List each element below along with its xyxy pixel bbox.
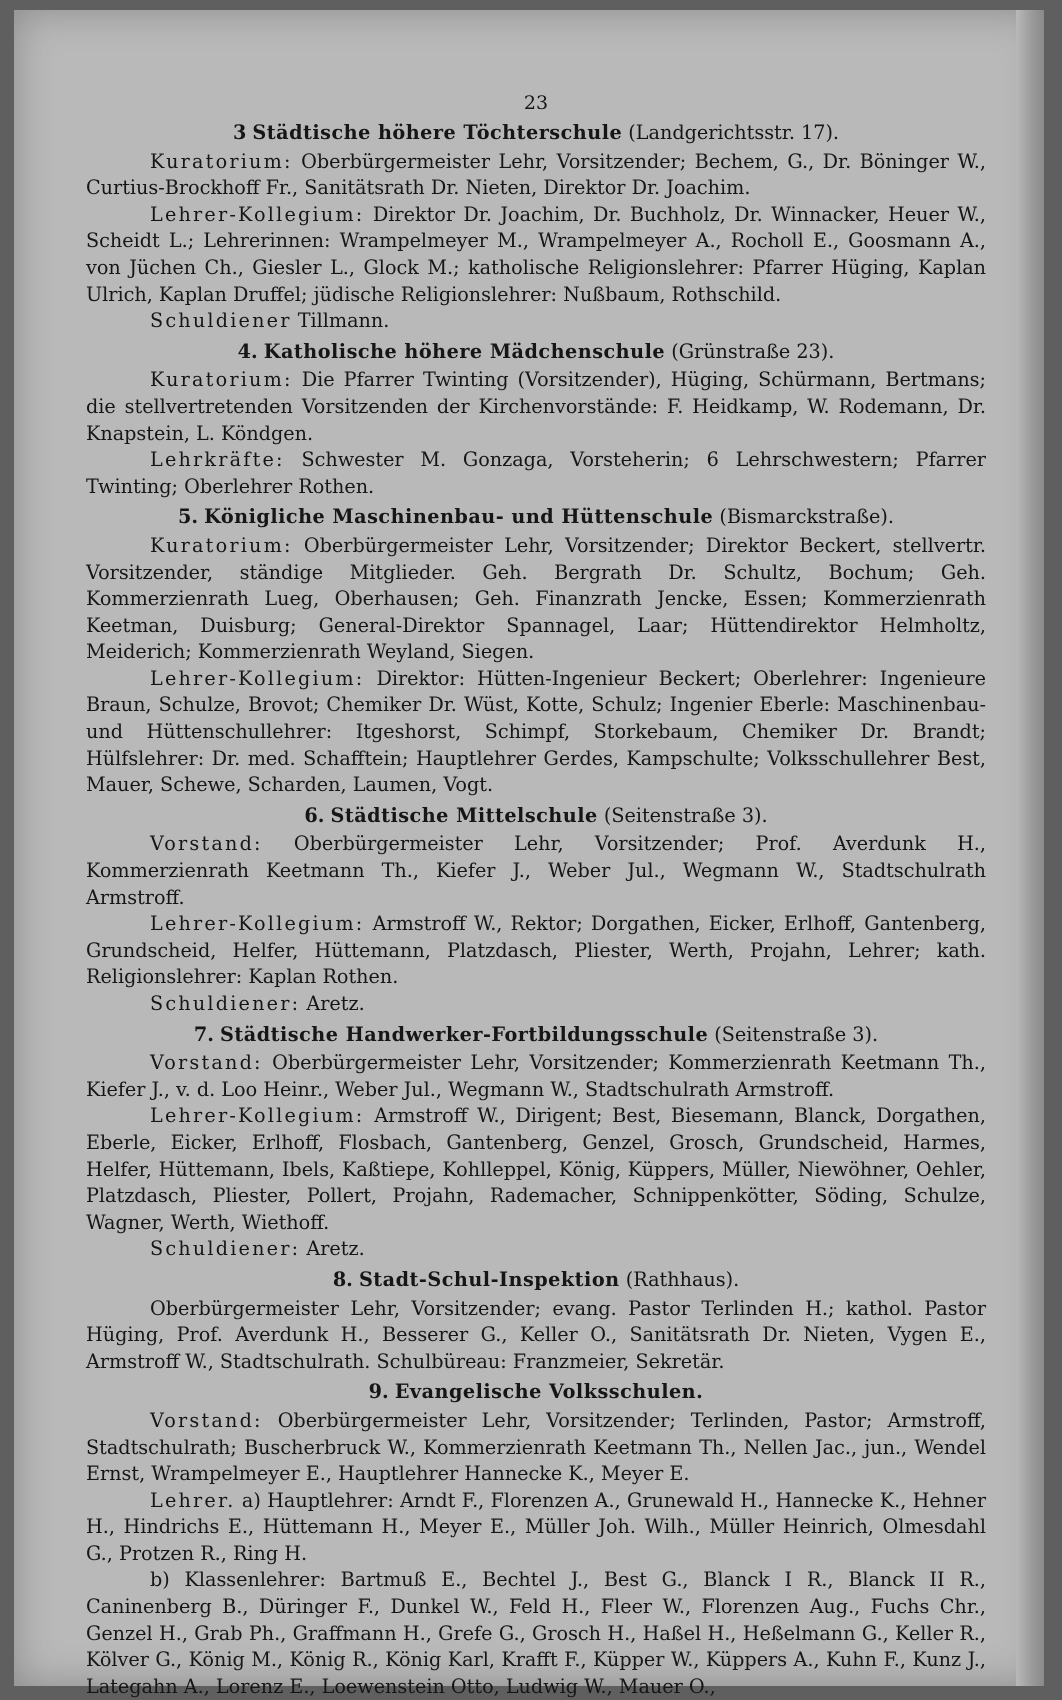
paragraph — [86, 308, 986, 335]
section-address: (Seitenstraße 3). — [714, 1022, 879, 1046]
paragraph-text: Oberbürgermeister Lehr, Vorsitzender; Bechem, G., Dr. Böninger W., Curtius-Brockhoff Fr., Sanitätsrath Dr. Nieten, Direktor Dr. Joachim. — [86, 149, 986, 200]
section-number: 9. — [368, 1380, 389, 1404]
section-title: Königliche Maschinenbau- und Hüttenschule — [204, 505, 714, 529]
book-page — [14, 10, 1044, 1698]
section-6-heading — [86, 803, 986, 830]
section-number: 5. — [177, 505, 198, 529]
section-address: (Seitenstraße 3). — [603, 803, 768, 827]
paragraph-label: Schuldiener — [150, 309, 292, 333]
paragraph-label: Vorstand: — [150, 832, 263, 856]
paragraph — [86, 149, 986, 202]
section-number: 8. — [332, 1267, 353, 1291]
paragraph-text: Oberbürgermeister Lehr, Vorsitzender; Terlinden, Pastor; Armstroff, Stadtschulrath; Buscherbruck W., Kommerzienrath Keetmann Th., Nellen Jac., jun., Wendel Ernst, Wrampelmeyer E., Hauptlehrer Hannecke K., Meyer E. — [86, 1408, 986, 1486]
paragraph-label: Lehrkräfte: — [150, 448, 285, 472]
section-title: Stadt-Schul-Inspektion — [358, 1267, 620, 1291]
paragraph — [86, 1236, 986, 1263]
section-address: (Rathhaus). — [625, 1267, 740, 1291]
paragraph — [86, 1296, 986, 1376]
paragraph-text: Oberbürgermeister Lehr, Vorsitzender; Direktor Beckert, stellvertr. Vorsitzender, ständige Mitglieder. Geh. Bergrath Dr. Schultz, Bochum; Geh. Kommerzienrath Lueg, Oberhausen; Geh. Finanzrath Jencke, Essen; Kommerzienrath Keetman, Duisburg; General-Direktor Spannagel, Laar; Hüttendirektor Helmholtz, Meiderich; Kommerzienrath Weyland, Siegen. — [86, 533, 986, 664]
paragraph-label: Schuldiener: — [150, 992, 301, 1015]
section-number: 7. — [193, 1022, 214, 1046]
section-9-heading — [86, 1379, 986, 1406]
paragraph-text: Aretz. — [306, 1237, 365, 1261]
paragraph — [86, 367, 986, 447]
paragraph-text: Oberbürgermeister Lehr, Vorsitzender; evang. Pastor Terlinden H.; kathol. Pastor Hüging, Prof. Averdunk H., Besserer G., Keller O., Sanitätsrath Dr. Nieten, Vygen E., Armstroff W., Stadtschulrath. Schulbüreau: Franzmeier, Sekretär. — [86, 1296, 986, 1373]
paragraph-label: Lehrer-Kollegium: — [150, 666, 365, 690]
paragraph-label: Lehrer-Kollegium: — [150, 202, 365, 226]
paragraph — [86, 1567, 986, 1700]
paragraph-text: Die Pfarrer Twinting (Vorsitzender), Hüging, Schürmann, Bertmans; die stellvertretenden Vorsitzenden der Kirchenvorstände: F. Heidkamp, W. Rodemann, Dr. Knapstein, L. Köndgen. — [86, 368, 986, 445]
paragraph-text: Tillmann. — [297, 309, 390, 333]
paragraph-label: Kuratorium: — [150, 368, 293, 392]
section-8-heading — [86, 1267, 986, 1294]
paragraph-text: Oberbürgermeister Lehr, Vorsitzender; Prof. Averdunk H., Kommerzienrath Keetmann Th., Kiefer J., Weber Jul., Wegmann W., Stadtschulrath Armstroff. — [86, 832, 986, 909]
section-title: Städtische höhere Töchterschule — [252, 121, 623, 144]
section-number: 6. — [304, 803, 325, 827]
paragraph — [86, 202, 986, 308]
paragraph — [86, 1050, 986, 1103]
paragraph-label: Lehrer-Kollegium: — [150, 912, 365, 936]
paragraph — [86, 666, 986, 799]
paragraph — [86, 1408, 986, 1488]
paragraph-text: Armstroff W., Rektor; Dorgathen, Eicker, Erlhoff, Gantenberg, Grundscheid, Helfer, Hüttemann, Platzdasch, Pliester, Werth, Projahn, Lehrer; kath. Religionslehrer: Kaplan Rothen. — [86, 912, 986, 989]
page-number: 23 — [523, 92, 549, 114]
paragraph — [86, 1488, 986, 1568]
paragraph-text: Direktor Dr. Joachim, Dr. Buchholz, Dr. Winnacker, Heuer W., Scheidt L.; Lehrerinnen: Wrampelmeyer M., Wrampelmeyer A., Rocholl E., Goosmann A., von Jüchen Ch., Giesler L., Glock M.; katholische Religionslehrer: Pfarrer Hüging, Kaplan Ulrich, Kaplan Druffel; jüdische Religionslehrer: Nußbaum, Rothschild. — [86, 202, 986, 306]
section-5-heading — [86, 504, 986, 531]
section-7-heading — [86, 1022, 986, 1049]
paragraph-text: a) Hauptlehrer: Arndt F., Florenzen A., Grunewald H., Hannecke K., Hehner H., Hindrichs E., Hüttemann H., Meyer E., Müller Joh. Wilh., Müller Heinrich, Olmesdahl G., Protzen R., Ring H. — [86, 1488, 986, 1565]
paragraph-label: Lehrer. — [150, 1488, 236, 1512]
section-number: 4. — [237, 339, 258, 363]
section-title: Katholische höhere Mädchenschule — [263, 339, 666, 363]
paragraph-label: Kuratorium: — [150, 533, 293, 557]
paragraph — [86, 533, 986, 666]
paragraph-text: Armstroff W., Dirigent; Best, Biesemann, Blanck, Dorgathen, Eberle, Eicker, Erlhoff, Flosbach, Gantenberg, Genzel, Grosch, Grundscheid, Harmes, Helfer, Hüttemann, Ibels, Kaßtiepe, Kohlleppel, König, Küppers, Müller, Niewöhner, Oehler, Platzdasch, Pliester, Pollert, Projahn, Rademacher, Schnippenkötter, Söding, Schulze, Wagner, Werth, Wiethoff. — [86, 1104, 986, 1234]
paragraph — [86, 447, 986, 500]
paragraph — [86, 831, 986, 911]
paragraph — [86, 911, 986, 991]
paragraph-label: Kuratorium: — [150, 149, 293, 173]
section-title: Evangelische Volksschulen. — [394, 1380, 704, 1404]
paragraph — [86, 1103, 986, 1236]
paragraph-label: Lehrer-Kollegium: — [150, 1104, 365, 1128]
section-3-heading — [86, 120, 986, 147]
section-number: 3 — [232, 121, 247, 144]
section-title: Städtische Mittelschule — [330, 803, 598, 827]
paragraph-text: Direktor: Hütten-Ingenieur Beckert; Oberlehrer: Ingenieure Braun, Schulze, Brovot; Chemiker Dr. Wüst, Kotte, Schulz; Ingenier Eberle: Maschinenbau- und Hüttenschullehrer: Itgeshorst, Schimpf, Storkebaum, Chemiker Dr. Brandt; Hülfslehrer: Dr. med. Schafftein; Hauptlehrer Gerdes, Kampschulte; Volksschullehrer Best, Mauer, Schewe, Scharden, Laumen, Vogt. — [86, 666, 986, 797]
section-address: (Bismarckstraße). — [719, 505, 895, 529]
section-address: (Landgerichtsstr. 17). — [628, 121, 840, 144]
paragraph-text: Aretz. — [306, 992, 365, 1015]
section-title: Städtische Handwerker-Fortbildungsschule — [220, 1022, 709, 1046]
paragraph-text: Schwester M. Gonzaga, Vorsteherin; 6 Lehrschwestern; Pfarrer Twinting; Oberlehrer Rothen. — [86, 448, 986, 498]
section-address: (Grünstraße 23). — [671, 339, 835, 363]
paragraph-label: Vorstand: — [150, 1051, 263, 1075]
paragraph-text: b) Klassenlehrer: Bartmuß E., Bechtel J., Best G., Blanck I R., Blanck II R., Caninenberg B., Düringer F., Dunkel W., Feld H., Fleer W., Florenzen Aug., Fuchs Chr., Genzel H., Grab Ph., Graffmann H., Grefe G., Grosch H., Haßel H., Heßelmann G., Keller R., Kölver G., König M., König R., König Karl, Krafft F., Küpper W., Küppers A., Kuhn F., Kunz J., Lategahn A., Lorenz E., Loewenstein Otto, Ludwig W., Mauer O., — [86, 1568, 986, 1698]
paragraph-label: Vorstand: — [150, 1408, 263, 1432]
paragraph-text: Oberbürgermeister Lehr, Vorsitzender; Kommerzienrath Keetmann Th., Kiefer J., v. d. Loo Heinr., Weber Jul., Wegmann W., Stadtschulrath Armstroff. — [86, 1051, 986, 1101]
page-edge-shadow — [1016, 10, 1044, 1686]
paragraph-label: Schuldiener: — [150, 1237, 301, 1261]
paragraph — [86, 991, 986, 1018]
page-text — [86, 90, 986, 1700]
section-4-heading — [86, 339, 986, 366]
